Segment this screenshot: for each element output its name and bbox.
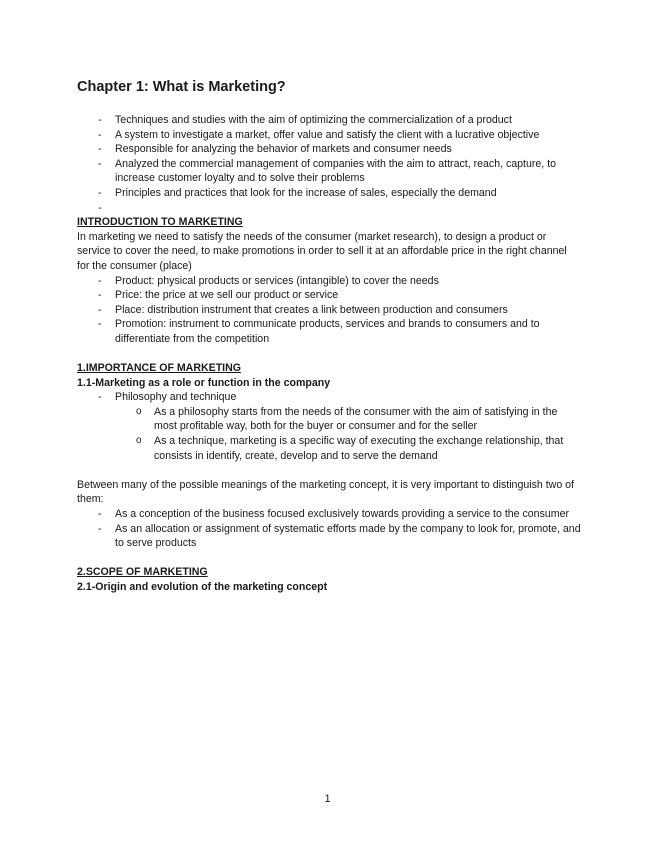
list-item-text: Philosophy and technique	[115, 391, 237, 404]
list-item: - A system to investigate a market, offer value and satisfy the client with a lucrative objective	[77, 128, 582, 143]
list-item: - Responsible for analyzing the behavior of markets and consumer needs	[77, 142, 582, 157]
section-title-introduction: INTRODUCTION TO MARKETING	[77, 216, 243, 229]
intro-points-list	[77, 274, 582, 347]
list-item: - Analyzed the commercial management of companies with the aim to attract, reach, capture, to increase customer loyalty and to solve their problems	[77, 157, 582, 186]
importance-sublist	[77, 405, 582, 463]
list-item: - Promotion: instrument to communicate products, services and brands to consumers and to differentiate from the competition	[77, 317, 582, 346]
subsection-title-role: 1.1-Marketing as a role or function in the company	[77, 376, 331, 389]
chapter-title: Chapter 1: What is Marketing?	[77, 79, 286, 95]
list-item: - Product: physical products or services (intangible) to cover the needs	[77, 274, 582, 289]
list-item-empty	[77, 201, 582, 216]
page-number: 1	[324, 793, 331, 805]
list-item: - As an allocation or assignment of systematic efforts made by the company to look for, promote, and to serve products	[77, 522, 582, 551]
sub-list-item: o As a philosophy starts from the needs of the consumer with the aim of satisfying in the most profitable way, both for the buyer or consumer and for the seller	[77, 405, 582, 434]
spacer	[77, 463, 582, 478]
meanings-list	[77, 507, 582, 551]
importance-list	[77, 390, 582, 405]
list-item: - Techniques and studies with the aim of optimizing the commercialization of a product	[77, 113, 582, 128]
section-title-scope: 2.SCOPE OF MARKETING	[77, 566, 208, 579]
list-item: - Place: distribution instrument that creates a link between production and consumers	[77, 303, 582, 318]
page-content	[77, 78, 582, 595]
subsection-title-origin: 2.1-Origin and evolution of the marketing concept	[77, 581, 328, 593]
meanings-paragraph: Between many of the possible meanings of the marketing concept, it is very important to distinguish two of them:	[77, 478, 574, 506]
list-item: - Price: the price at we sell our product or service	[77, 288, 582, 303]
chapter-points-list	[77, 113, 582, 215]
spacer	[77, 551, 582, 566]
section-title-importance: 1.IMPORTANCE OF MARKETING	[77, 362, 242, 375]
sub-list-item: o As a technique, marketing is a specific way of executing the exchange relationship, that consists in identify, create, develop and to serve the demand	[77, 434, 582, 463]
list-item: - As a conception of the business focused exclusively towards providing a service to the consumer	[77, 507, 582, 522]
intro-paragraph: In marketing we need to satisfy the needs of the consumer (market research), to design a product or service to cover the need, to make promotions in order to sell it at an affordable price in the right channel for the consumer (place)	[77, 230, 567, 272]
spacer	[77, 347, 582, 362]
list-item	[77, 390, 582, 405]
list-item: - Principles and practices that look for the increase of sales, especially the demand	[77, 186, 582, 201]
